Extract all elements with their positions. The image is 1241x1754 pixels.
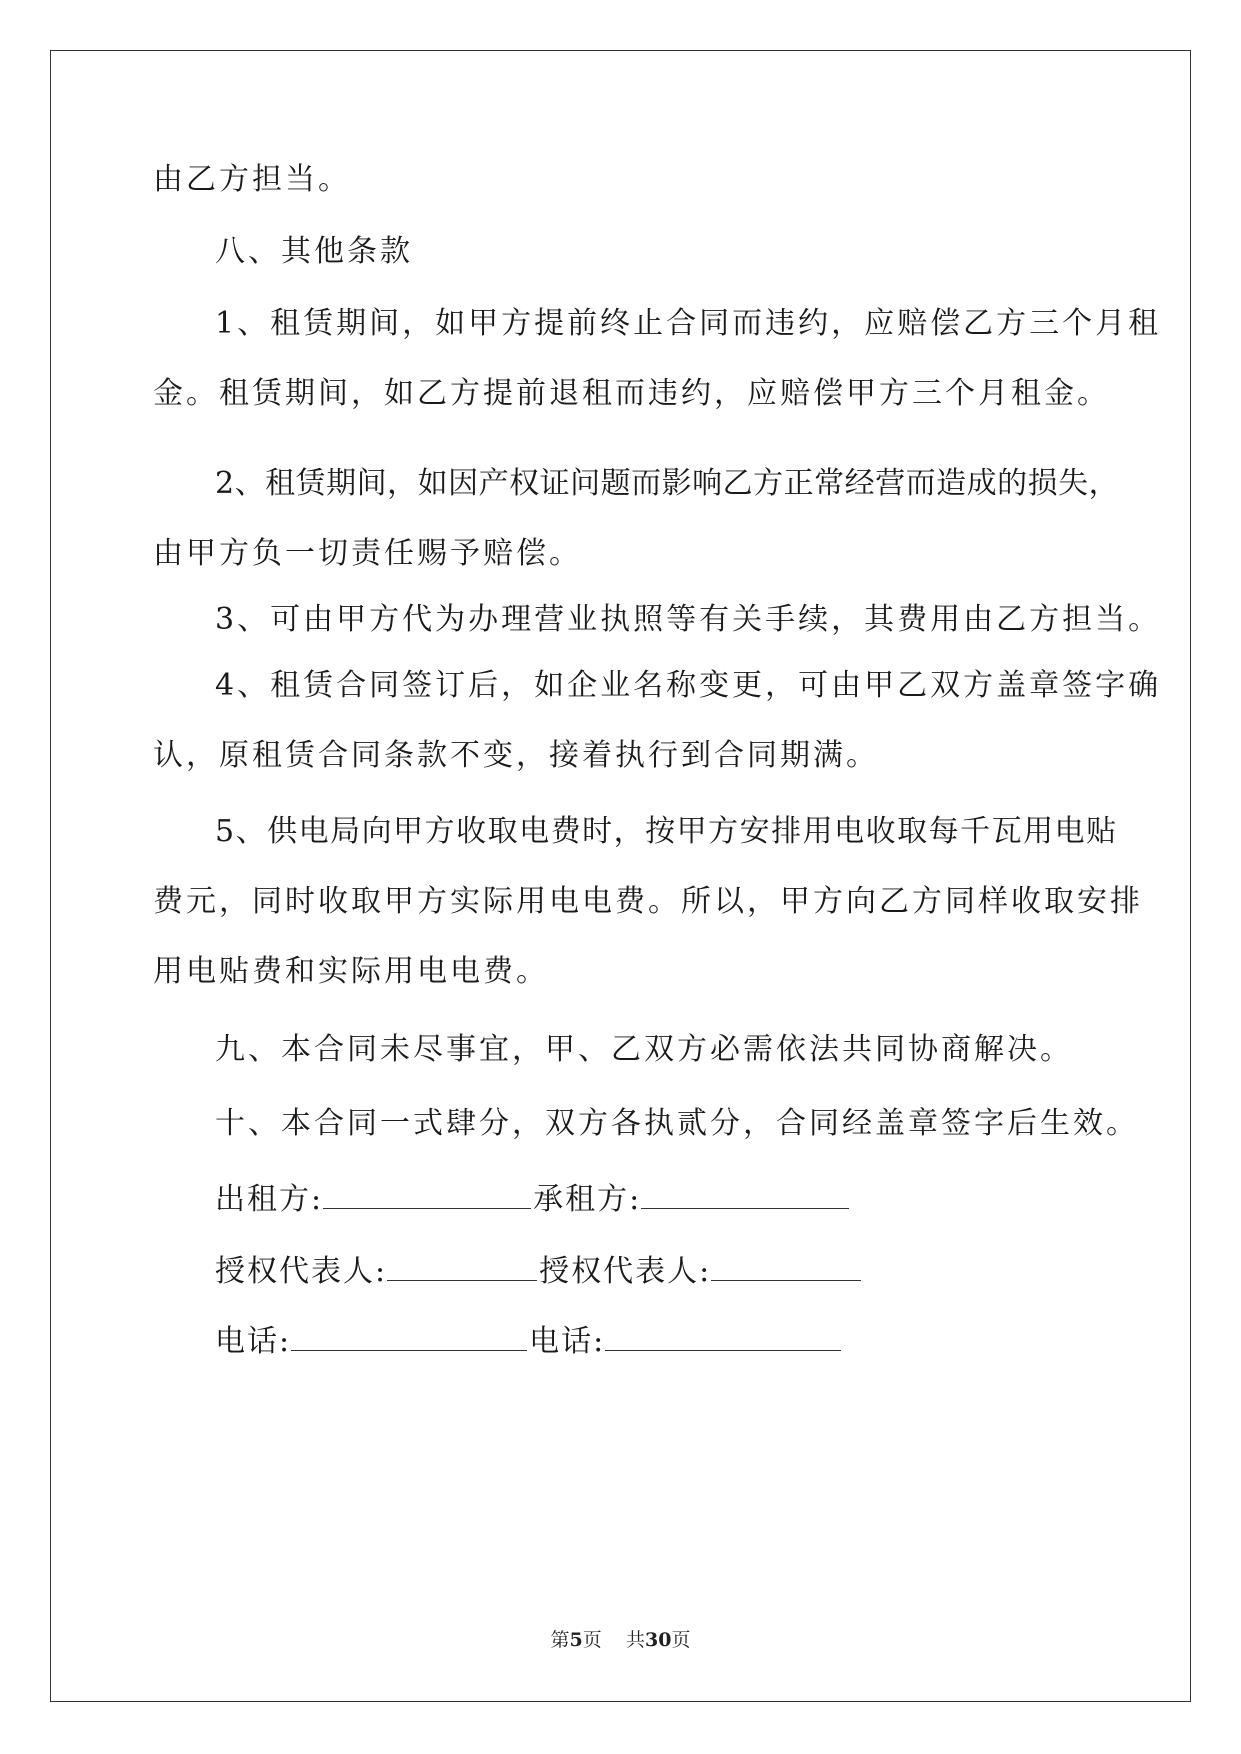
signature-row-representative <box>215 1250 863 1292</box>
page-footer <box>0 1628 1241 1652</box>
lessor-phone-label: 电话: <box>215 1324 292 1359</box>
lessee-blank <box>641 1178 849 1209</box>
lessee-rep-blank <box>711 1250 861 1281</box>
lessor-phone-blank <box>291 1320 527 1351</box>
lessee-label: 承租方: <box>533 1182 642 1217</box>
text-line: 3、可由甲方代为办理营业执照等有关手续，其费用由乙方担当。 <box>215 602 1162 637</box>
lessor-blank <box>323 1178 531 1209</box>
lessor-rep-blank <box>387 1250 537 1281</box>
text-line: 由乙方担当。 <box>153 162 351 197</box>
signature-row-party <box>215 1178 851 1220</box>
footer-prefix: 第 <box>550 1629 570 1651</box>
lessee-phone-label: 电话: <box>529 1324 606 1359</box>
text-line: 十、本合同一式肆分，双方各执贰分，合同经盖章签字后生效。 <box>215 1106 1139 1141</box>
text-line: 用电贴费和实际用电电费。 <box>153 954 549 989</box>
text-line: 2、租赁期间，如因产权证问题而影响乙方正常经营而造成的损失， <box>215 466 1120 501</box>
text-line: 费元，同时收取甲方实际用电电费。所以，甲方向乙方同样收取安排 <box>153 884 1143 919</box>
lessor-rep-label: 授权代表人: <box>215 1254 388 1289</box>
text-line: 4、租赁合同签订后，如企业名称变更，可由甲乙双方盖章签字确 <box>215 668 1162 703</box>
footer-total-prefix: 共 <box>625 1629 645 1651</box>
text-line: 认，原租赁合同条款不变，接着执行到合同期满。 <box>153 738 879 773</box>
page-border <box>50 50 1191 1702</box>
section-heading: 八、其他条款 <box>215 234 413 269</box>
text-line: 九、本合同未尽事宜，甲、乙双方必需依法共同协商解决。 <box>215 1032 1073 1067</box>
lessor-label: 出租方: <box>215 1182 324 1217</box>
text-line: 由甲方负一切责任赐予赔偿。 <box>153 536 582 571</box>
lessee-phone-blank <box>605 1320 841 1351</box>
page-number: 5 <box>569 1629 583 1651</box>
text-line: 5、供电局向甲方收取电费时，按甲方安排用电收取每千瓦用电贴 <box>215 814 1118 849</box>
signature-row-phone <box>215 1320 843 1362</box>
text-line: 1、租赁期间，如甲方提前终止合同而违约，应赔偿乙方三个月租 <box>215 306 1162 341</box>
text-line: 金。租赁期间，如乙方提前退租而违约，应赔偿甲方三个月租金。 <box>153 376 1110 411</box>
footer-page-suffix: 页 <box>582 1629 602 1651</box>
footer-total-suffix: 页 <box>671 1629 691 1651</box>
total-pages: 30 <box>644 1629 672 1651</box>
lessee-rep-label: 授权代表人: <box>539 1254 712 1289</box>
